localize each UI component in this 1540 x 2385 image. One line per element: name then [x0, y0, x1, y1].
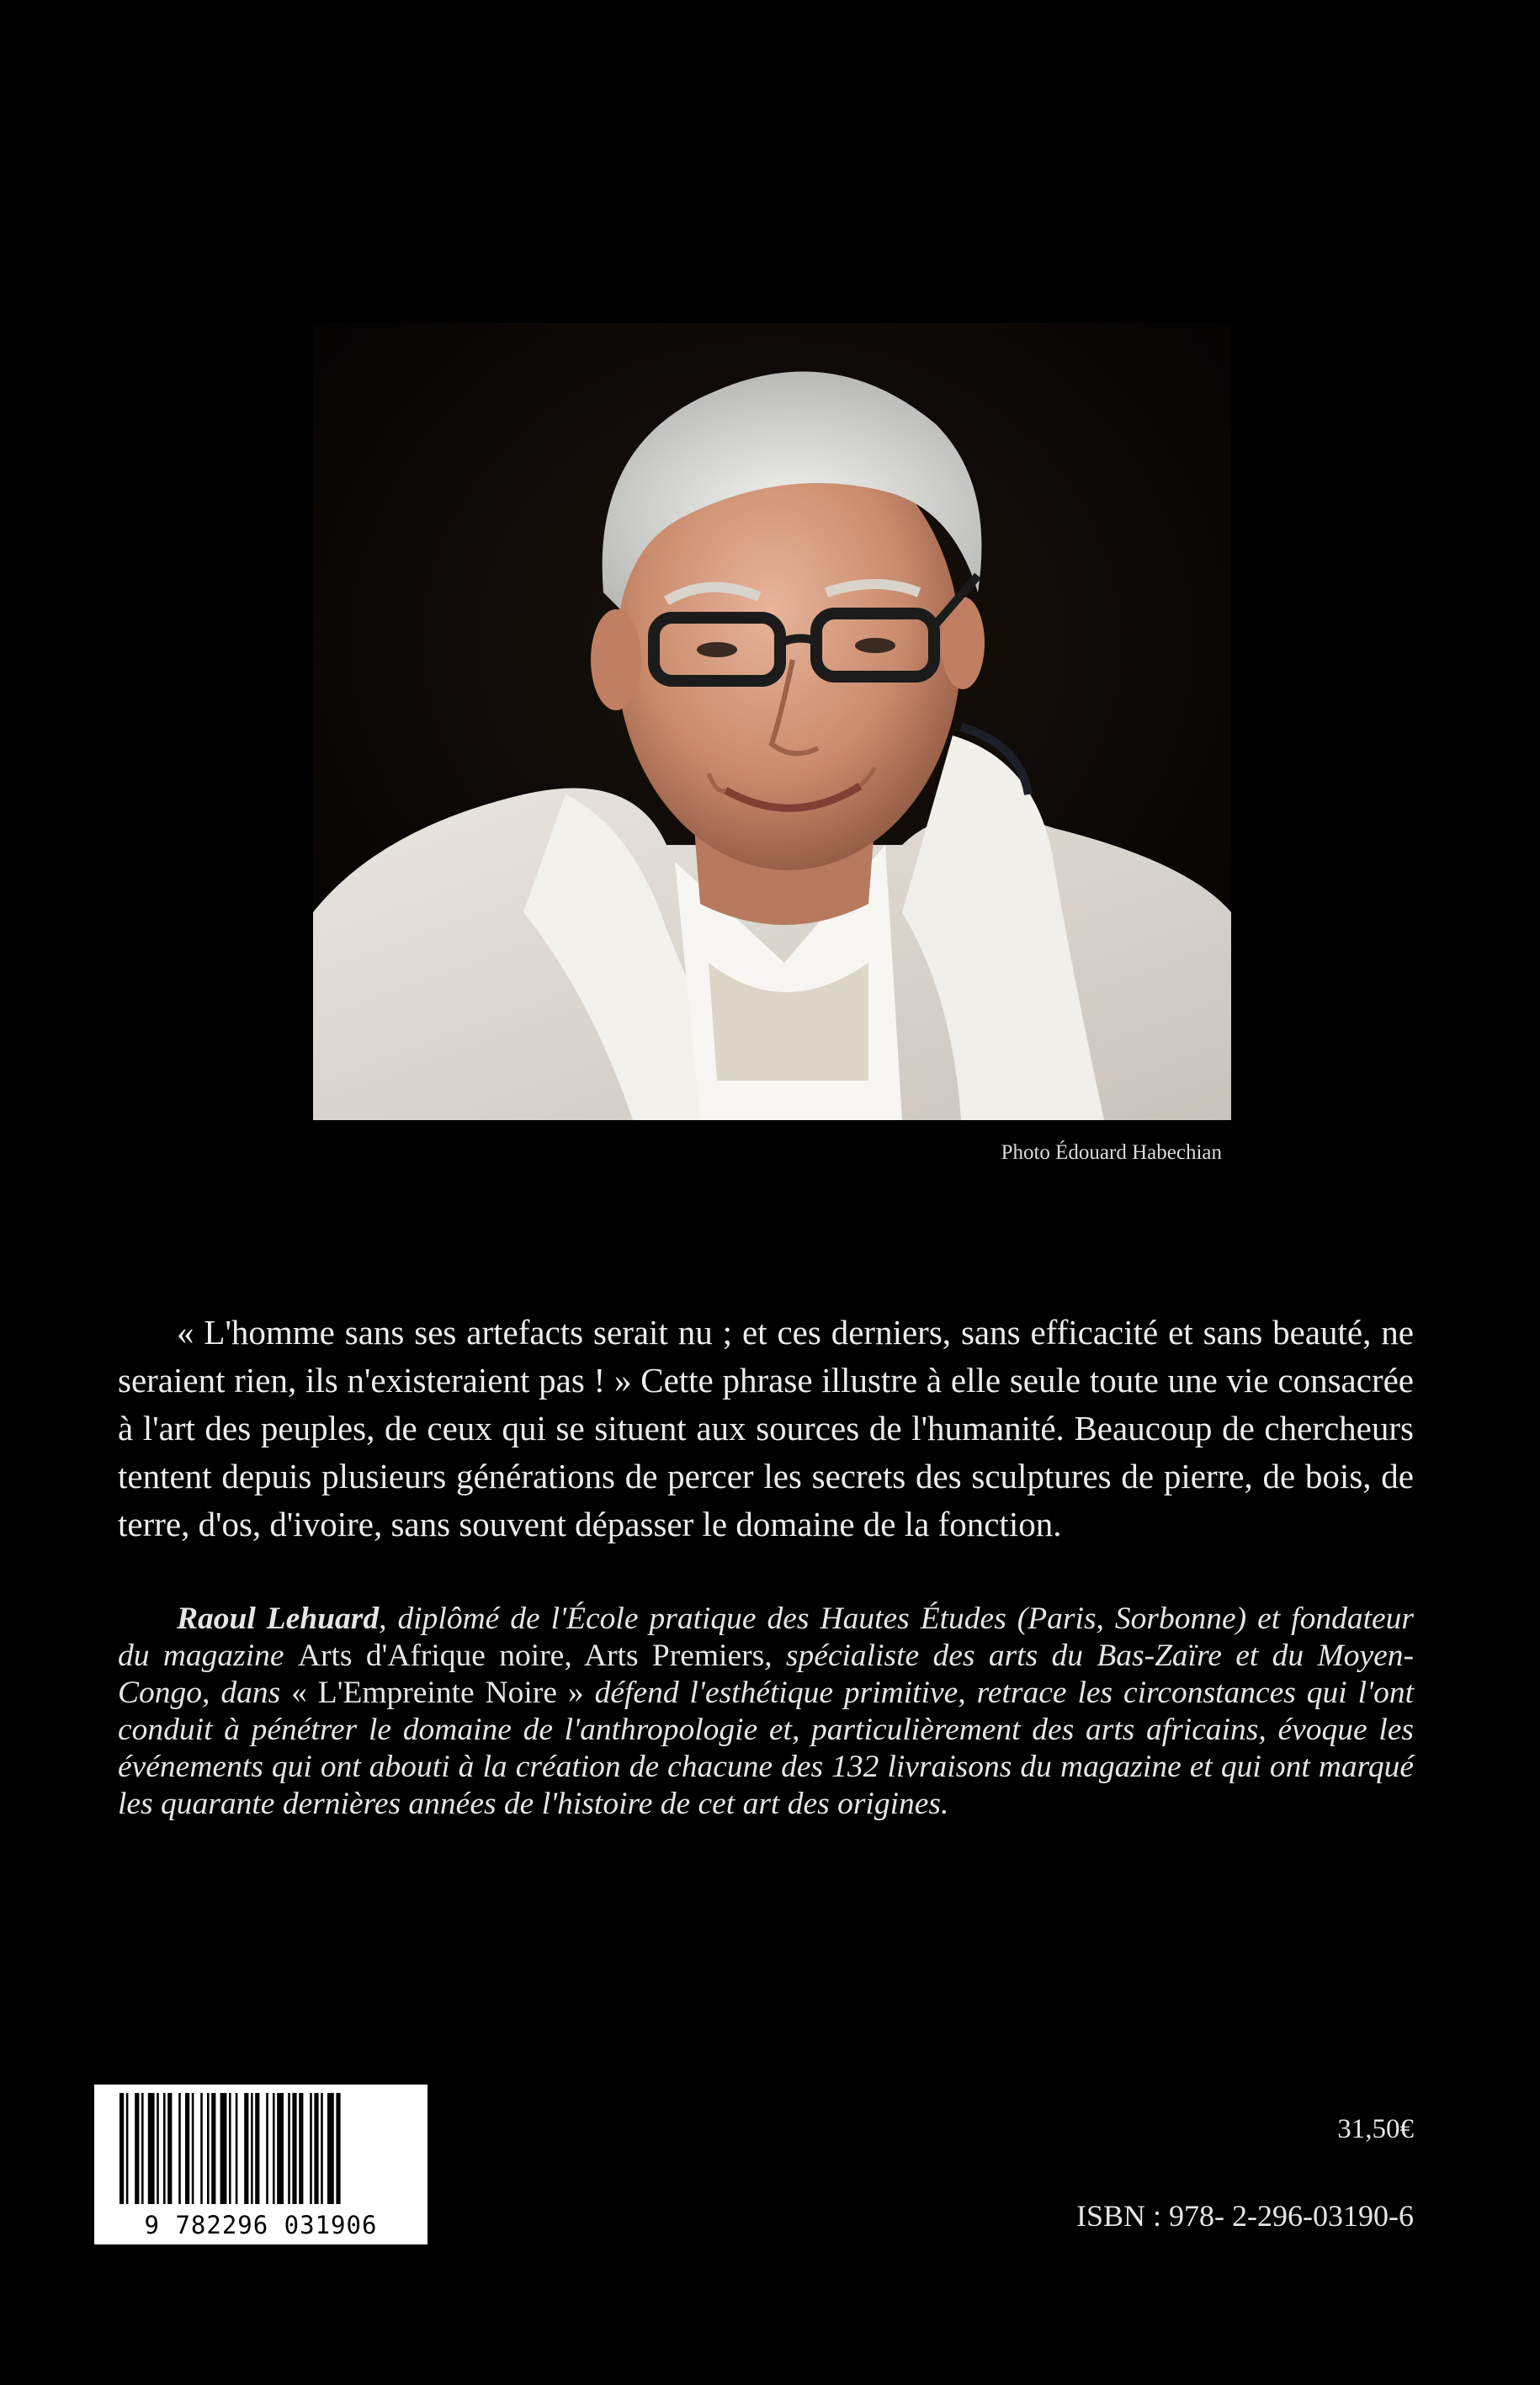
- barcode-bar: [336, 2093, 340, 2204]
- barcode-bar: [292, 2093, 296, 2204]
- barcode-bar: [321, 2093, 323, 2204]
- barcode-bar: [200, 2093, 203, 2204]
- barcode-bar: [141, 2093, 144, 2204]
- barcode-bar: [288, 2093, 290, 2204]
- barcode-bar: [244, 2093, 248, 2204]
- author-name: Raoul Lehuard: [177, 1602, 380, 1636]
- barcode-bar: [207, 2093, 210, 2204]
- bio-paragraph: [118, 1601, 1414, 1823]
- barcode-bar: [266, 2093, 268, 2204]
- bio-text-3: défend l'esthétique primitive, retrace les circonstances qui l'ont conduit à pénétrer le domaine de l'anthropologie et, particulièrement des arts africains, évoque les événements qui ont abouti à la création de chacune des 132 livraisons du magazine et qui ont marqué les quarante dernières années de l'histoire de cet art des origines.: [118, 1676, 1415, 1821]
- barcode-bar: [251, 2093, 253, 2204]
- isbn: ISBN : 978- 2-296-03190-6: [1076, 2199, 1414, 2233]
- barcode-bar: [229, 2093, 231, 2204]
- barcode-bar: [192, 2093, 194, 2204]
- barcode-bar: [255, 2093, 259, 2204]
- barcode-bar: [277, 2093, 284, 2204]
- barcode-bar: [211, 2093, 215, 2204]
- barcode-bar: [314, 2093, 318, 2204]
- barcode-bar: [236, 2093, 238, 2204]
- bio-text-1: , diplômé de l'École pratique des Hautes Études (Paris, Sorbonne) et fondateur du magazine: [118, 1602, 1414, 1673]
- barcode-bar: [299, 2093, 303, 2204]
- barcode-bar: [148, 2093, 155, 2204]
- barcode-bar: [178, 2093, 181, 2204]
- price: 31,50€: [1337, 2114, 1414, 2144]
- author-photo: [313, 323, 1231, 1120]
- barcode-bar: [220, 2093, 227, 2204]
- barcode-bar: [119, 2093, 124, 2204]
- book-title: « L'Empreinte Noire »: [291, 1676, 584, 1710]
- barcode-bar: [167, 2093, 172, 2204]
- barcode-bar: [273, 2093, 275, 2204]
- photo-credit: Photo Édouard Habechian: [1001, 1141, 1222, 1164]
- barcode-bar: [126, 2093, 129, 2204]
- bio-text-2: , spécialiste des arts du Bas-Zaïre et du Moyen-Congo, dans: [118, 1639, 1414, 1710]
- author-bio: [118, 1601, 1414, 1823]
- barcode-bar: [327, 2093, 334, 2204]
- barcode-bar: [163, 2093, 166, 2204]
- barcode: [94, 2085, 427, 2244]
- author-portrait-illustration: [313, 323, 1231, 1120]
- barcode-bar: [185, 2093, 189, 2204]
- barcode-bar: [157, 2093, 159, 2204]
- magazine-title: Arts d'Afrique noire, Arts Premiers: [297, 1639, 765, 1673]
- barcode-digits: 9 782296 031906: [144, 2211, 378, 2239]
- barcode-bar: [135, 2093, 139, 2204]
- book-blurb: [118, 1309, 1414, 1548]
- barcode-bar: [310, 2093, 312, 2204]
- blurb-paragraph: « L'homme sans ses artefacts serait nu ; et ces derniers, sans efficacité et sans beauté, ne seraient rien, ils n'existeraient pas ! » Cette phrase illustre à elle seule toute une vie consacrée à l'art des peuples, de ceux qui se situent aux sources de l'humanité. Beaucoup de chercheurs tentent depuis plusieurs générations de percer les secrets des sculptures de pierre, de bois, de terre, d'os, d'ivoire, sans souvent dépasser le domaine de la fonction.: [118, 1313, 1414, 1543]
- barcode-bars: [94, 2085, 427, 2211]
